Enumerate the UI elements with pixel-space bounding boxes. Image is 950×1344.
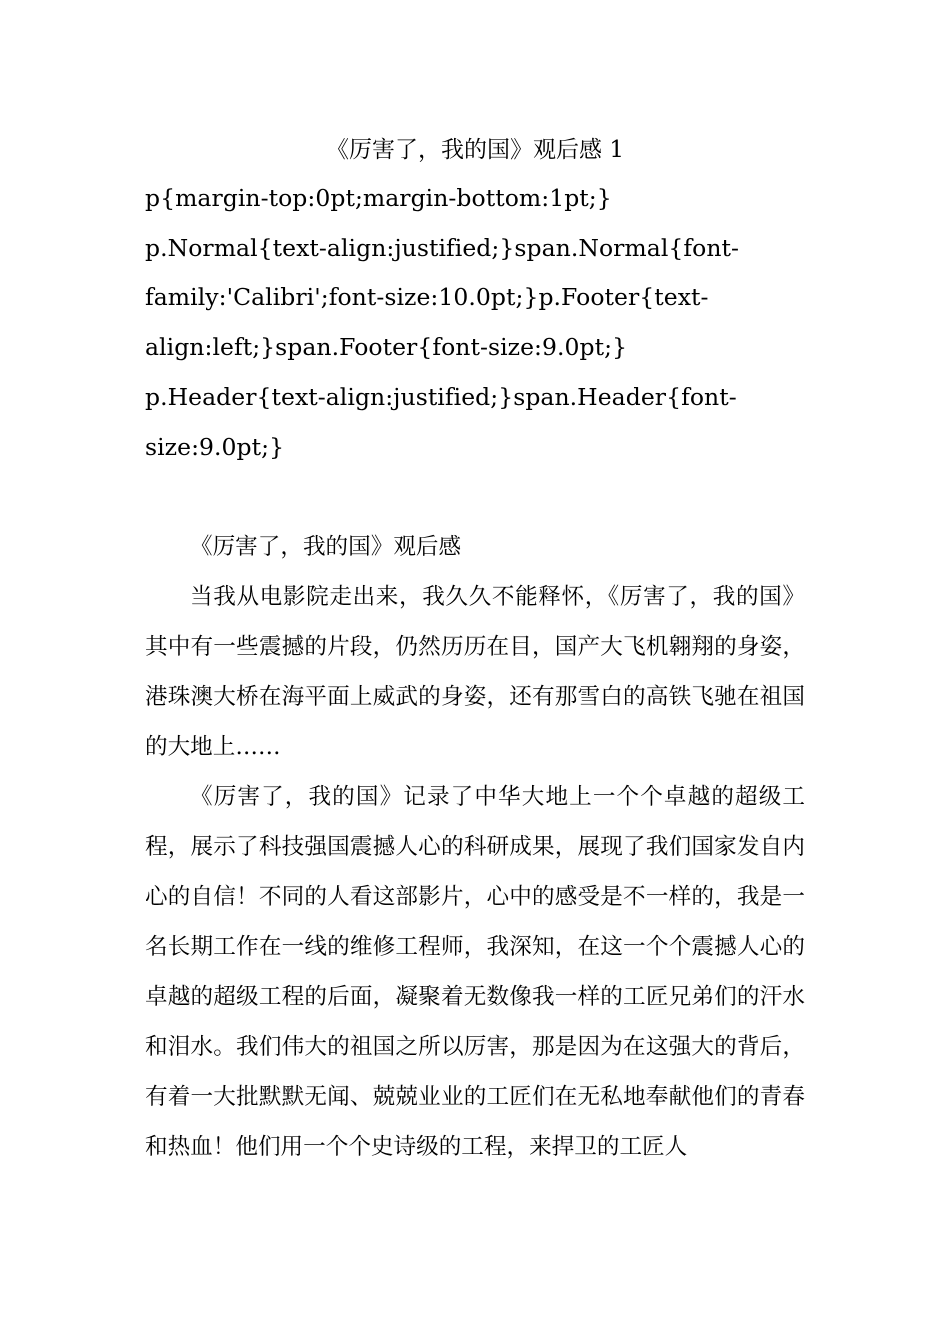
document-body — [145, 130, 805, 1172]
css-line: p{margin-top:0pt;margin-bottom:1pt;} — [145, 184, 612, 212]
css-line: p.Header{text-align:justified;}span.Header{font- — [145, 382, 737, 411]
blank-line — [145, 472, 805, 522]
css-line: size:9.0pt;} — [145, 432, 285, 461]
css-line: family:'Calibri';font-size:10.0pt;}p.Footer{text- — [145, 283, 709, 312]
paragraph: 《厉害了，我的国》记录了中华大地上一个个卓越的超级工程，展示了科技强国震撼人心的科研成果，展现了我们国家发自内心的自信！不同的人看这部影片，心中的感受是不一样的，我是一名长期工作在一线的维修工程师，我深知，在这一个个震撼人心的卓越的超级工程的后面，凝聚着无数像我一样的工匠兄弟们的汗水和泪水。我们伟大的祖国之所以厉害，那是因为在这强大的背后，有着一大批默默无闻、兢兢业业的工匠们在无私地奉献他们的青春和热血！他们用一个个史诗级的工程，来捍卫的工匠人 — [145, 784, 805, 1161]
paragraph: 当我从电影院走出来，我久久不能释怀，《厉害了，我的国》其中有一些震撼的片段，仍然历历在目，国产大飞机翱翔的身姿，港珠澳大桥在海平面上威武的身姿，还有那雪白的高铁飞驰在祖国的大地上…… — [145, 584, 805, 761]
essay-subtitle: 《厉害了，我的国》观后感 — [190, 534, 462, 561]
stray-css-text — [145, 174, 805, 472]
document-title: 《厉害了，我的国》观后感 1 — [326, 137, 624, 163]
css-line: p.Normal{text-align:justified;}span.Normal{font- — [145, 233, 740, 262]
css-line: align:left;}span.Footer{font-size:9.0pt;} — [145, 333, 628, 362]
